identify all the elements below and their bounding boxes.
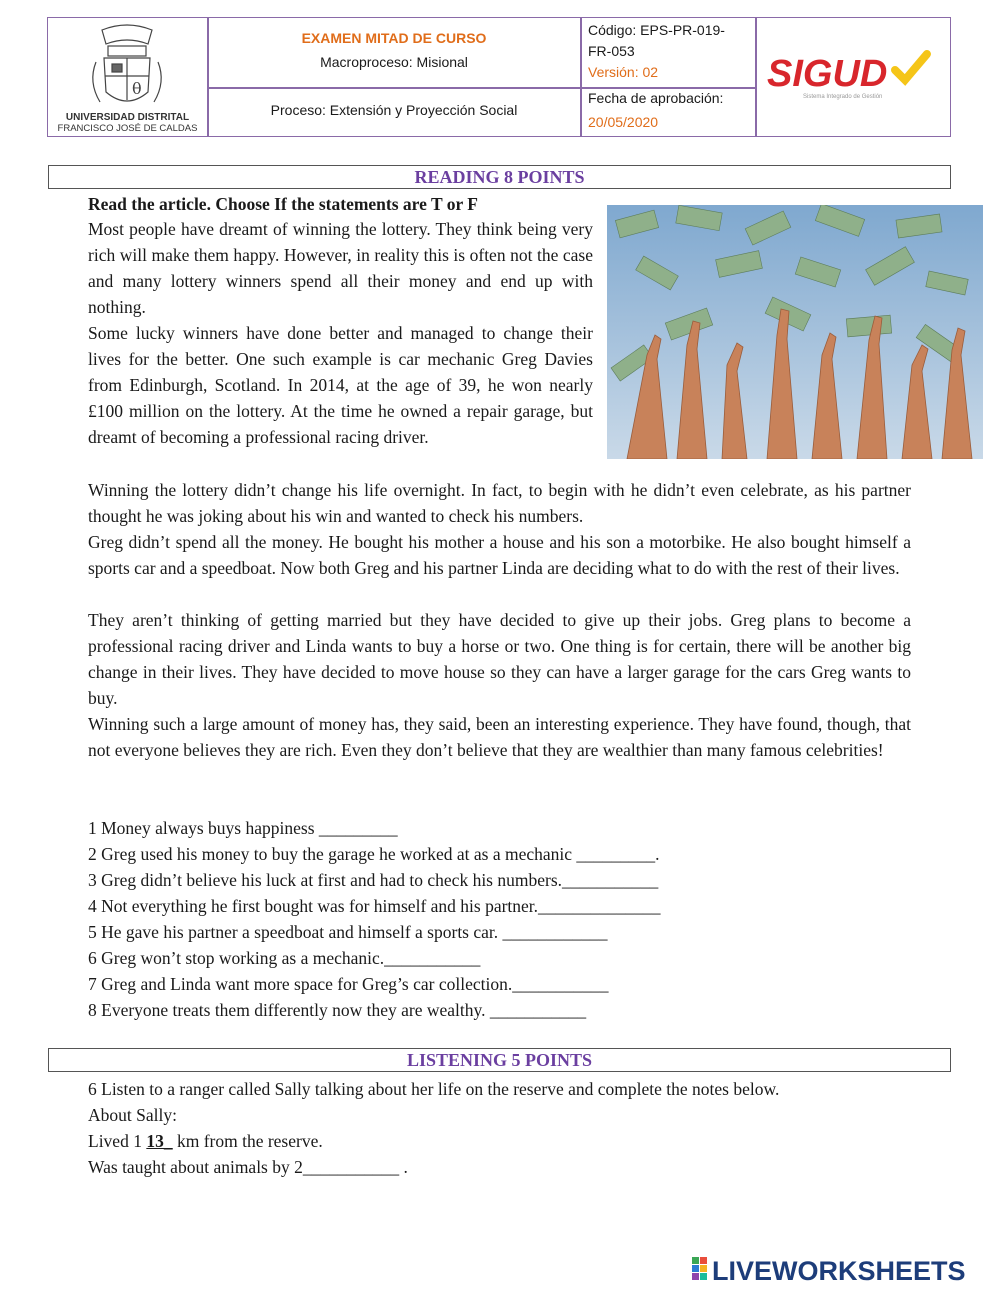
reading-section-title: READING 8 POINTS (48, 165, 951, 189)
document-version: Versión: 02 (588, 64, 659, 80)
proceso: Proceso: Extensión y Proyección Social (270, 102, 518, 118)
question-8[interactable]: 8 Everyone treats them differently now they are wealthy. ___________ (88, 1000, 587, 1020)
reading-instruction: Read the article. Choose If the statements are T or F (88, 194, 478, 214)
listening-line-1: Lived 1 13_ km from the reserve. (88, 1131, 323, 1151)
svg-text:θ: θ (132, 79, 142, 98)
question-4[interactable]: 4 Not everything he first bought was for himself and his partner.______________ (88, 896, 661, 916)
exam-title: EXAMEN MITAD DE CURSO (301, 30, 487, 46)
university-name: UNIVERSIDAD DISTRITAL FRANCISCO JOSÉ DE CALDAS (57, 112, 198, 134)
question-6[interactable]: 6 Greg won’t stop working as a mechanic.___________ (88, 948, 481, 968)
sigud-logo (763, 46, 943, 106)
svg-text:LIVEWORKSHEETS: LIVEWORKSHEETS (712, 1256, 966, 1284)
question-1[interactable]: 1 Money always buys happiness _________ (88, 818, 398, 838)
article-paragraph-6: Winning such a large amount of money has, they said, been an interesting experience. They have found, though, that not everyone believes they are rich. Even they don’t believe that they are wealthier than many famous celebrities! (88, 714, 911, 760)
macroproceso: Macroproceso: Misional (320, 54, 468, 70)
listening-about: About Sally: (88, 1105, 177, 1125)
document-header (47, 17, 951, 137)
article-paragraph-3: Winning the lottery didn’t change his life overnight. In fact, to begin with he didn’t even celebrate, as his partner thought he was joking about his win and wanted to check his numbers. (88, 480, 911, 526)
question-5[interactable]: 5 He gave his partner a speedboat and himself a sports car. ____________ (88, 922, 608, 942)
article-paragraph-4: Greg didn’t spend all the money. He bought his mother a house and his son a motorbike. He also bought himself a sports car and a speedboat. Now both Greg and his partner Linda are deciding what to do with the rest of their lives. (88, 532, 911, 578)
liveworksheets-logo (692, 1254, 992, 1284)
question-3[interactable]: 3 Greg didn’t believe his luck at first and had to check his numbers.___________ (88, 870, 659, 890)
listening-intro: 6 Listen to a ranger called Sally talking about her life on the reserve and complete the notes below. (88, 1079, 780, 1099)
approval-date-value: 20/05/2020 (588, 114, 659, 130)
svg-text:Sistema Integrado de Gestión: Sistema Integrado de Gestión (803, 94, 883, 100)
question-2[interactable]: 2 Greg used his money to buy the garage he worked at as a mechanic _________. (88, 844, 660, 864)
article-paragraph-2: Some lucky winners have done better and managed to change their lives for the better. One such example is car mechanic Greg Davies from Edinburgh, Scotland. In 2014, at the age of 39, he won nearly £100 million on the lottery. At the time he owned a repair garage, but dreamt of becoming a professional racing driver. (88, 323, 593, 447)
listening-section-title: LISTENING 5 POINTS (48, 1048, 951, 1072)
question-7[interactable]: 7 Greg and Linda want more space for Greg’s car collection.___________ (88, 974, 609, 994)
approval-date-label: Fecha de aprobación: (588, 90, 724, 106)
money-rain-photo (607, 205, 983, 459)
article-paragraph-1: Most people have dreamt of winning the lottery. They think being very rich will make them happy. However, in reality this is often not the case and many lottery winners spend all their money and end up with nothing. (88, 219, 593, 317)
listening-line-2[interactable]: Was taught about animals by 2___________ . (88, 1157, 408, 1177)
svg-text:SIGUD: SIGUD (767, 53, 888, 95)
article-paragraph-5: They aren’t thinking of getting married but they have decided to give up their jobs. Greg plans to become a professional racing driver and Linda wants to buy a horse or two. One thing is for certain, there will be another big change in their lives. They have decided to move house so they can have a larger garage for the cars Greg wants to buy. (88, 610, 911, 708)
document-code: Código: EPS-PR-019-FR-053 (588, 22, 725, 59)
answer-field-1[interactable]: 13_ (146, 1131, 173, 1151)
